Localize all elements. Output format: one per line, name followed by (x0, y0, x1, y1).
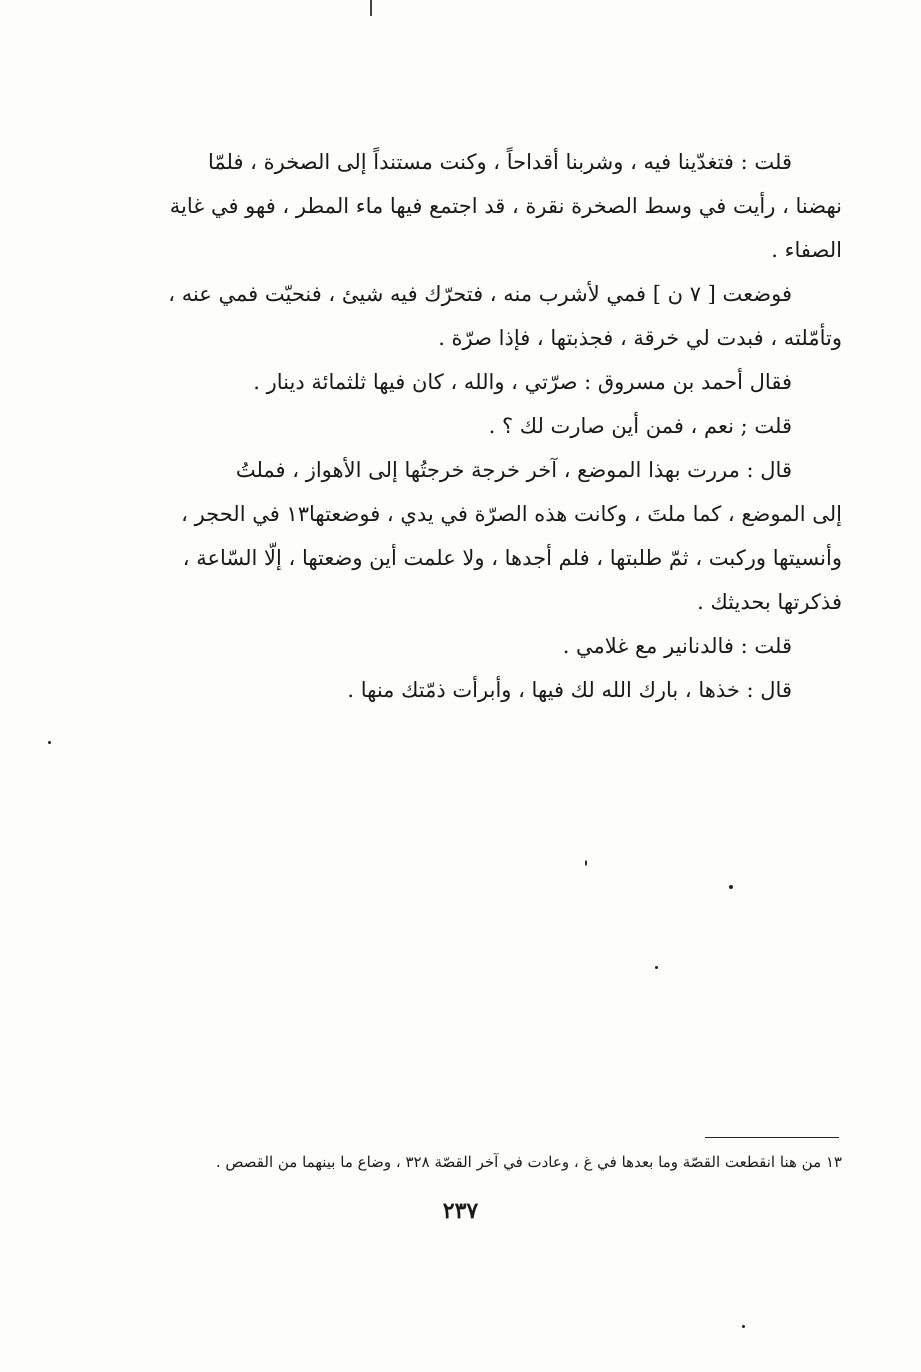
scan-top-mark (370, 0, 372, 16)
text-line: قال : مررت بهذا الموضع ، آخر خرجة خرجتُها إلى الأهواز ، فملتُ (235, 458, 792, 482)
scan-speck (729, 885, 733, 889)
scan-speck (655, 966, 658, 969)
footnote-divider (705, 1137, 839, 1138)
footnote: ١٣ من هنا انقطعت القصّة وما بعدها في غ ، وعادت في آخر القصّة ٣٢٨ ، وضاع ما بينهما من القصص . (215, 1153, 842, 1171)
text-line: إلى الموضع ، كما ملتَ ، وكانت هذه الصرّة في يدي ، فوضعتها١٣ في الحجر ، (181, 502, 842, 526)
scan-speck (585, 860, 587, 866)
text-line: قلت : فالدنانير مع غلامي . (562, 634, 792, 658)
text-line: فذكرتها بحديثك . (697, 590, 842, 614)
main-text-block (160, 140, 842, 712)
text-line: قلت ; نعم ، فمن أين صارت لك ؟ . (488, 414, 792, 438)
scan-speck (48, 741, 51, 744)
text-line: وأنسيتها وركبت ، ثمّ طلبتها ، فلم أجدها ، ولا علمت أين وضعتها ، إلّا السّاعة ، (182, 546, 842, 570)
text-line: قلت : فتغدّينا فيه ، وشربنا أقداحاً ، وكنت مستنداً إلى الصخرة ، فلمّا (207, 150, 792, 174)
text-line: قال : خذها ، بارك الله لك فيها ، وأبرأت ذمّتك منها . (347, 678, 792, 702)
text-line: فوضعت [ ٧ ن ] فمي لأشرب منه ، فتحرّك فيه شيئ ، فنحيّت فمي عنه ، (168, 282, 792, 306)
page-number: ٢٣٧ (442, 1198, 479, 1224)
text-line: وتأمّلته ، فبدت لي خرقة ، فجذبتها ، فإذا صرّة . (438, 326, 842, 350)
text-line: الصفاء . (771, 238, 842, 262)
scan-speck (742, 1325, 745, 1328)
text-line: فقال أحمد بن مسروق : صرّتي ، والله ، كان فيها ثلثمائة دينار . (253, 370, 792, 394)
text-line: نهضنا ، رأيت في وسط الصخرة نقرة ، قد اجتمع فيها ماء المطر ، فهو في غاية (169, 194, 842, 218)
